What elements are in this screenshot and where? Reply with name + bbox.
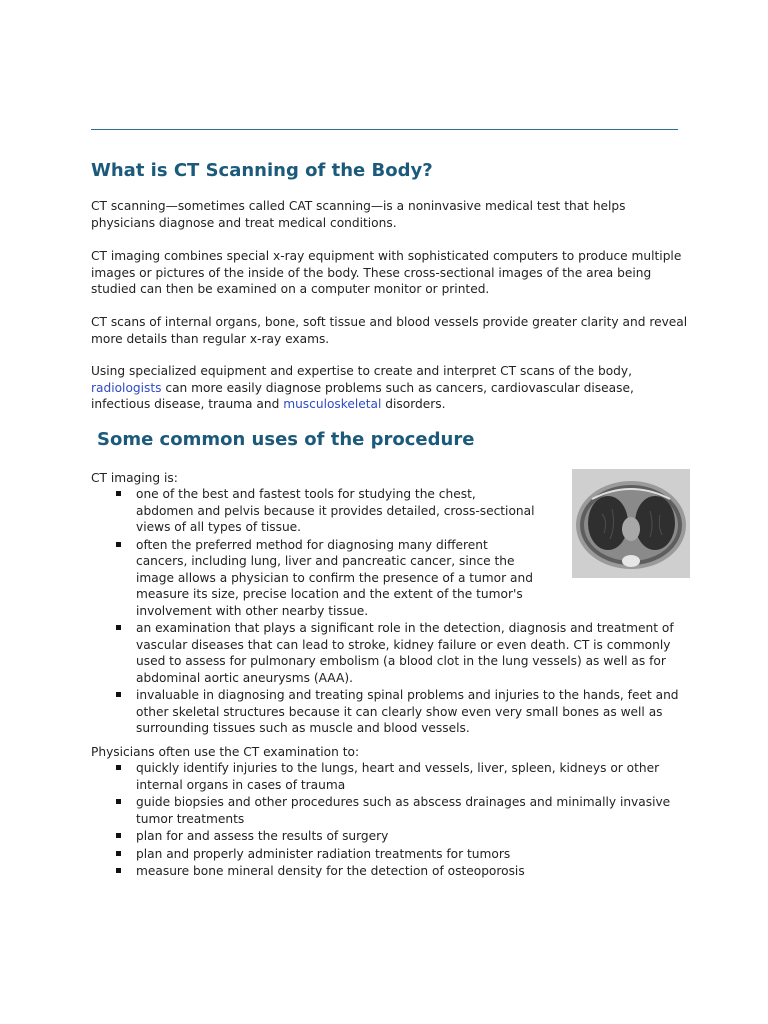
bullet-icon	[116, 491, 121, 496]
bullet-icon	[116, 799, 121, 804]
intro-paragraph-2: CT imaging combines special x-ray equipment with sophisticated computers to produce multiple images or pictures of the inside of the body. These cross-sectional images of the area being studied can then be examined on a computer monitor or printed.	[91, 249, 682, 296]
radiologists-link[interactable]: radiologists	[91, 380, 162, 395]
list-item	[114, 537, 684, 620]
page-title: What is CT Scanning of the Body?	[91, 160, 433, 181]
list-item-text: plan and properly administer radiation treatments for tumors	[136, 846, 511, 861]
list-item-text: guide biopsies and other procedures such as abscess drainages and minimally invasive tumor treatments	[136, 795, 671, 826]
list-item	[114, 863, 684, 880]
section-heading-uses: Some common uses of the procedure	[97, 429, 475, 450]
intro-paragraph-1: CT scanning—sometimes called CAT scanning—is a noninvasive medical test that helps physicians diagnose and treat medical conditions.	[91, 199, 626, 230]
tasks-list	[114, 760, 684, 881]
p4-text-middle: can more easily diagnose problems such as cancers, cardiovascular disease, infectious disease, trauma and	[91, 380, 634, 411]
bullet-icon	[116, 833, 121, 838]
p4-text-after: disorders.	[381, 397, 446, 411]
list-item-text: an examination that plays a significant role in the detection, diagnosis and treatment of vascular diseases that can lead to stroke, kidney failure or even death. CT is commonly used to assess for pulmonary embolism (a blood clot in the lung vessels) as well as for abdominal aortic aneurysms (AAA).	[136, 621, 674, 685]
tasks-lead: Physicians often use the CT examination to:	[91, 745, 360, 759]
bullet-icon	[116, 868, 121, 873]
list-item-text: measure bone mineral density for the detection of osteoporosis	[136, 864, 525, 878]
bullet-icon	[116, 625, 121, 630]
uses-lead: CT imaging is:	[91, 471, 178, 485]
musculoskeletal-link[interactable]: musculoskeletal	[283, 397, 382, 411]
list-item-text: invaluable in diagnosing and treating spinal problems and injuries to the hands, feet and other skeletal structures because it can clearly show even very small bones as well as surrounding tissues such as muscle and blood vessels.	[136, 688, 679, 735]
list-item	[114, 760, 684, 793]
list-item	[114, 794, 684, 827]
bullet-icon	[116, 765, 121, 770]
bullet-icon	[116, 692, 121, 697]
list-item	[114, 486, 536, 536]
bullet-icon	[116, 851, 121, 856]
intro-paragraph-4	[91, 363, 691, 413]
p4-text-before: Using specialized equipment and expertise to create and interpret CT scans of the body,	[91, 364, 632, 378]
top-divider	[91, 129, 678, 130]
list-item-text: one of the best and fastest tools for studying the chest, abdomen and pelvis because it provides detailed, cross-sectional views of all types of tissue.	[136, 487, 535, 534]
list-item	[114, 620, 684, 686]
list-item	[114, 687, 684, 737]
list-item	[114, 828, 684, 845]
list-item-text: plan for and assess the results of surgery	[136, 829, 389, 843]
list-item-text: quickly identify injuries to the lungs, heart and vessels, liver, spleen, kidneys or other internal organs in cases of trauma	[136, 761, 660, 792]
intro-paragraph-3: CT scans of internal organs, bone, soft tissue and blood vessels provide greater clarity and reveal more details than regular x-ray exams.	[91, 315, 688, 346]
list-item	[114, 846, 684, 863]
list-item-text: often the preferred method for diagnosing many different cancers, including lung, liver and pancreatic cancer, since the image allows a physician to confirm the presence of a tumor and measure its size, precise location and the extent of the tumor's involvement with other nearby tissue.	[136, 537, 533, 618]
bullet-icon	[116, 542, 121, 547]
uses-list	[114, 486, 684, 738]
